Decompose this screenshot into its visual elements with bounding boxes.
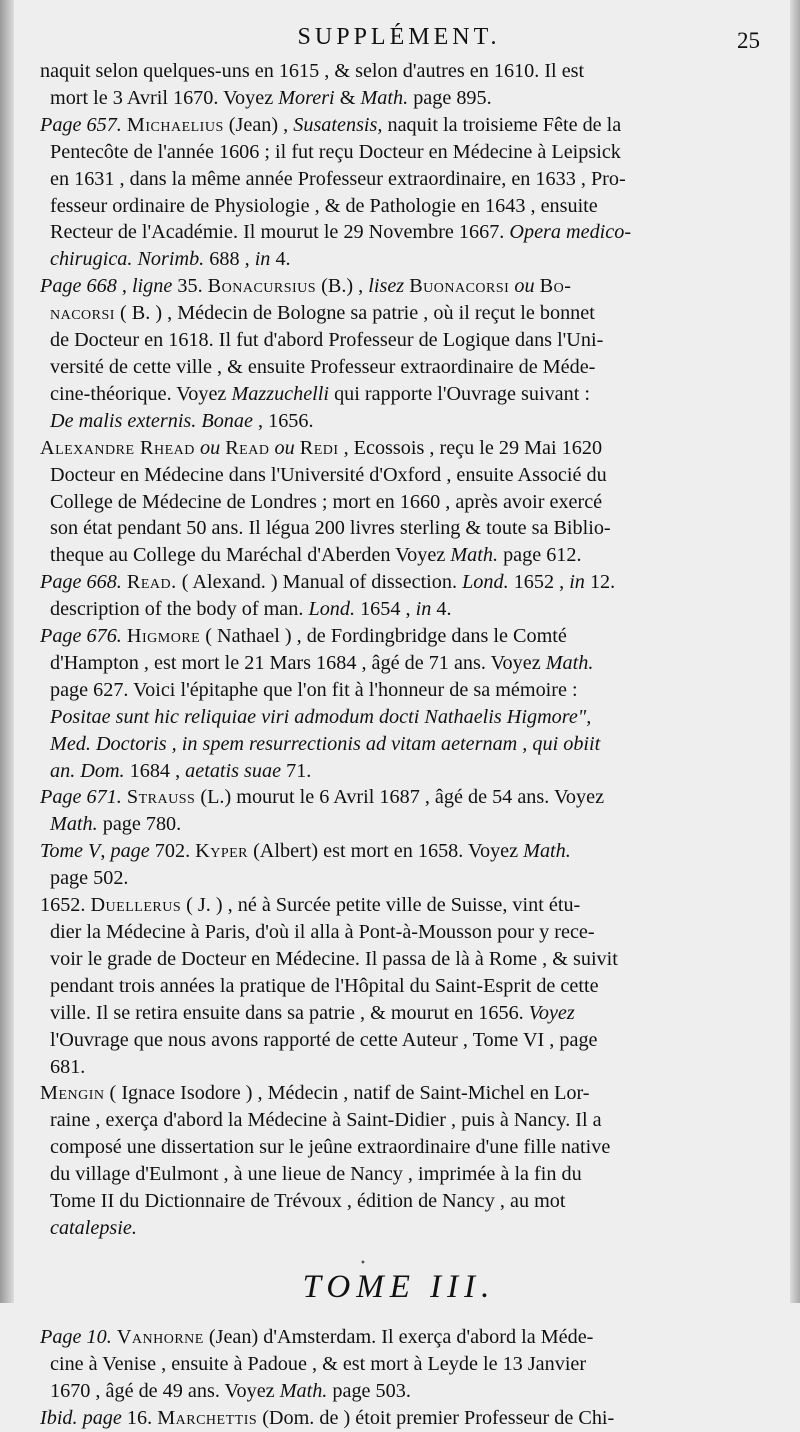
text-run: l'Ouvrage que nous avons rapporté de cette Auteur , Tome VI , page xyxy=(50,1028,598,1051)
text-run: 1670 , âgé de 49 ans. Voyez xyxy=(50,1379,280,1402)
text-run: College de Médecine de Londres ; mort en 1660 , après avoir exercé xyxy=(50,490,603,513)
text-run: page 612. xyxy=(498,544,582,567)
text-line xyxy=(38,166,760,193)
text-run: Read. xyxy=(126,571,177,594)
text-run: Alexandre Rhead xyxy=(40,436,195,459)
text-run: Math. xyxy=(50,813,98,836)
text-run: Math. xyxy=(545,651,594,674)
text-run: Kyper xyxy=(195,840,249,863)
text-run: ou xyxy=(514,275,535,298)
text-run: Read xyxy=(225,436,270,459)
entry-bonacursius xyxy=(38,273,760,434)
text-line xyxy=(38,1054,760,1081)
text-run: page 780. xyxy=(97,813,182,836)
running-head xyxy=(38,26,760,58)
text-run: page 627. Voici l'épitaphe que l'on fit à l'honneur de sa mémoire : xyxy=(50,678,578,701)
text-run: Page 668 xyxy=(40,275,117,298)
text-run: page 895. xyxy=(408,86,492,109)
text-run: ( B. ) , Médecin de Bologne sa patrie , où il reçut le bonnet xyxy=(114,302,595,325)
text-run: Moreri xyxy=(278,86,335,109)
text-line xyxy=(38,704,760,731)
text-run: ou xyxy=(199,436,221,459)
text-run: Voyez xyxy=(528,1001,575,1024)
text-run: en 1631 , dans la même année Professeur extraordinaire, en 1633 , Pro- xyxy=(50,167,626,190)
text-line xyxy=(38,219,760,246)
text-line xyxy=(38,892,760,919)
text-run: mort le 3 Avril 1670. Voyez xyxy=(50,86,279,109)
entry-duellerus xyxy=(38,892,760,1080)
text-run: versité de cette ville , & ensuite Professeur extraordinaire de Méde- xyxy=(50,355,596,378)
text-run: Med. Doctoris , in spem resurrectionis ad vitam aeternam , qui obiit xyxy=(50,732,601,755)
text-run: Lond. xyxy=(308,598,356,621)
text-run: ville. Il se retira ensuite dans sa patrie , & mourut en 1656. xyxy=(50,1001,529,1024)
text-run: son état pendant 50 ans. Il légua 200 livres sterling & toute sa Biblio- xyxy=(50,517,611,540)
text-run: theque au College du Maréchal d'Aberden Voyez xyxy=(50,544,451,567)
text-run: De malis externis. Bonae xyxy=(50,409,253,432)
text-run: naquit selon quelques-uns en 1615 , & selon d'autres en 1610. Il est xyxy=(40,60,585,82)
text-run: 688 , xyxy=(204,248,255,271)
text-run: page 502. xyxy=(50,867,129,890)
text-line xyxy=(38,381,760,408)
text-run: dier la Médecine à Paris, d'où il alla à Pont-à-Mousson pour y rece- xyxy=(50,921,595,943)
text-run: nacorsi xyxy=(50,302,115,325)
text-run: ou xyxy=(274,436,295,459)
entry-read xyxy=(38,569,760,623)
text-run: , 1656. xyxy=(252,409,314,432)
text-run: (B.) , xyxy=(316,275,369,298)
text-run: , xyxy=(100,840,111,863)
text-run: ( Ignace Isodore ) , Médecin , natif de Saint-Michel en Lor- xyxy=(104,1082,590,1105)
text-line xyxy=(38,462,760,489)
text-run: (L.) mourut le 6 Avril 1687 , âgé de 54 ans. Voyez xyxy=(195,786,605,809)
entry-rhead xyxy=(38,435,760,570)
text-run: naquit la troisieme Fête de la xyxy=(382,113,622,136)
section-heading: TOME III. xyxy=(302,1268,496,1305)
text-line xyxy=(38,1107,760,1134)
text-run: Vanhorne xyxy=(116,1325,204,1348)
text-run: composé une dissertation sur le jeûne extraordinaire d'une fille native xyxy=(50,1136,611,1159)
text-line xyxy=(38,1324,760,1351)
text-run: 4. xyxy=(431,598,452,621)
text-line xyxy=(38,838,760,865)
text-run: Mazzuchelli xyxy=(231,382,330,405)
text-run: (Dom. de ) étoit premier Professeur de Chi- xyxy=(257,1406,615,1429)
text-line xyxy=(38,408,760,435)
text-run: 1652. xyxy=(40,894,91,917)
text-run: Tome II du Dictionnaire de Trévoux , édition de Nancy , au mot xyxy=(50,1190,566,1213)
text-run: Ibid. page xyxy=(40,1406,122,1429)
text-line xyxy=(38,246,760,273)
text-line xyxy=(38,650,760,677)
text-line xyxy=(38,1188,760,1215)
text-run: Tome V xyxy=(40,840,101,863)
text-line xyxy=(38,677,760,704)
text-run: 1684 , xyxy=(124,759,186,782)
text-run: cine-théorique. Voyez xyxy=(50,382,232,405)
entry-higmore xyxy=(38,623,760,784)
text-run: ( J. ) , né à Surcée petite ville de Suisse, vint étu- xyxy=(181,894,581,917)
book-page xyxy=(38,24,760,1429)
text-run: 4. xyxy=(270,248,291,271)
text-line xyxy=(38,758,760,785)
text-line xyxy=(38,354,760,381)
text-run: aetatis suae xyxy=(185,759,282,782)
text-run: de Docteur en 1618. Il fut d'abord Professeur de Logique dans l'Uni- xyxy=(50,329,604,352)
text-line xyxy=(38,58,760,85)
text-run: Positae sunt hic reliquiae viri admodum docti Nathaelis Higmore", xyxy=(50,705,592,728)
text-line xyxy=(38,1351,760,1378)
text-run: Recteur de l'Académie. Il mourut le 29 Novembre 1667. xyxy=(50,221,510,244)
text-run: 12. xyxy=(584,571,616,594)
text-run: in xyxy=(254,248,271,271)
text-run: Duellerus xyxy=(90,894,182,917)
text-run: Lond. xyxy=(462,571,509,594)
text-run: du village d'Eulmont , à une lieue de Nancy , imprimée à la fin du xyxy=(50,1163,582,1186)
page-ornament: • xyxy=(360,1258,366,1269)
text-run: qui rapporte l'Ouvrage suivant : xyxy=(329,382,590,405)
text-run: 16. xyxy=(121,1406,158,1429)
text-run: Math. xyxy=(360,86,409,109)
text-run: Marchettis xyxy=(157,1406,258,1429)
text-run: Mengin xyxy=(40,1082,105,1105)
text-run: Opera medico- xyxy=(509,221,632,244)
text-run: Higmore xyxy=(126,625,201,648)
text-line xyxy=(38,435,760,462)
text-line xyxy=(38,569,760,596)
text-run: ( Nathael ) , de Fordingbridge dans le Comté xyxy=(200,625,567,648)
text-run: an. Dom. xyxy=(50,759,125,782)
text-run: voir le grade de Docteur en Médecine. Il passa de là à Rome , & suivit xyxy=(50,947,618,970)
text-line xyxy=(38,1161,760,1188)
text-run: & xyxy=(334,86,361,109)
text-line xyxy=(38,193,760,220)
text-line xyxy=(38,542,760,569)
text-run: fesseur ordinaire de Physiologie , & de Pathologie en 1643 , ensuite xyxy=(50,194,598,217)
text-run: description of the body of man. xyxy=(50,598,309,621)
text-line xyxy=(38,811,760,838)
text-run: 681. xyxy=(50,1055,86,1078)
entry-mengin xyxy=(38,1080,760,1241)
text-run: Math. xyxy=(279,1379,328,1402)
text-line xyxy=(38,489,760,516)
text-run: catalepsie. xyxy=(50,1216,137,1239)
text-line xyxy=(38,596,760,623)
entry-vanhorne xyxy=(38,1324,760,1405)
text-run: Buonacorsi xyxy=(409,275,510,298)
page-number: 25 xyxy=(737,28,760,53)
entry-kyper xyxy=(38,838,760,892)
text-run: raine , exerça d'abord la Médecine à Saint-Didier , puis à Nancy. Il a xyxy=(50,1109,602,1132)
text-run: cine à Venise , ensuite à Padoue , & est mort à Leyde le 13 Janvier xyxy=(50,1352,587,1375)
text-run: ligne xyxy=(131,275,173,298)
text-run: Susatensis, xyxy=(293,113,383,136)
text-run: (Jean) d'Amsterdam. Il exerça d'abord la Méde- xyxy=(203,1325,594,1348)
text-line xyxy=(38,1027,760,1054)
text-line xyxy=(38,300,760,327)
text-run: Bo- xyxy=(539,275,572,298)
text-run: 35. xyxy=(172,275,208,298)
text-run: Page 676. xyxy=(40,625,122,648)
text-run: d'Hampton , est mort le 21 Mars 1684 , âgé de 71 ans. Voyez xyxy=(50,651,546,674)
section-entry-list xyxy=(38,1324,760,1432)
text-run: Redi xyxy=(299,436,339,459)
text-run: , xyxy=(116,275,132,298)
text-line xyxy=(38,1134,760,1161)
text-run: Bonacursius xyxy=(207,275,317,298)
text-line xyxy=(38,623,760,650)
text-run: page xyxy=(110,840,150,863)
text-line xyxy=(38,112,760,139)
text-line xyxy=(38,139,760,166)
text-run: Page 671. xyxy=(40,786,122,809)
running-title: SUPPLÉMENT. xyxy=(297,24,501,50)
text-run: Page 657. xyxy=(40,113,122,136)
text-run: , Ecossois , reçu le 29 Mai 1620 xyxy=(338,436,603,459)
text-run: (Albert) est mort en 1658. Voyez xyxy=(248,840,524,863)
text-line xyxy=(38,515,760,542)
text-run: Page 10. xyxy=(40,1325,112,1348)
text-run: in xyxy=(415,598,432,621)
text-run: pendant trois années la pratique de l'Hôpital du Saint-Esprit de cette xyxy=(50,974,599,997)
text-line xyxy=(38,1000,760,1027)
text-run: Page 668. xyxy=(40,571,122,594)
text-line xyxy=(38,1378,760,1405)
text-line xyxy=(38,865,760,892)
text-run: (Jean) , xyxy=(223,113,294,136)
text-line xyxy=(38,85,760,112)
text-run: Strauss xyxy=(126,786,196,809)
text-line xyxy=(38,946,760,973)
text-run: Math. xyxy=(523,840,571,863)
text-run: 1654 , xyxy=(355,598,416,621)
text-run: Docteur en Médecine dans l'Université d'Oxford , ensuite Associé du xyxy=(50,463,607,486)
text-run: page 503. xyxy=(327,1379,411,1402)
text-run: 702. xyxy=(149,840,196,863)
text-line xyxy=(38,327,760,354)
text-line xyxy=(38,731,760,758)
text-run: Pentecôte de l'année 1606 ; il fut reçu Docteur en Médecine à Leipsick xyxy=(50,140,621,163)
scan-right-edge xyxy=(790,0,800,1303)
entry-naquit xyxy=(38,58,760,112)
text-line xyxy=(38,919,760,946)
text-run: 1652 , xyxy=(508,571,570,594)
text-run: chirugica. Norimb. xyxy=(50,248,205,271)
scan-left-edge xyxy=(0,0,14,1303)
entry-list xyxy=(38,58,760,1242)
entry-strauss xyxy=(38,784,760,838)
text-line xyxy=(38,273,760,300)
text-run: Michaelius xyxy=(126,113,224,136)
text-run: lisez xyxy=(368,275,405,298)
entry-michaelius xyxy=(38,112,760,273)
text-line xyxy=(38,784,760,811)
text-line xyxy=(38,1080,760,1107)
text-run: in xyxy=(569,571,585,594)
text-line xyxy=(38,1405,760,1432)
text-run: 71. xyxy=(281,759,312,782)
entry-marchettis xyxy=(38,1405,760,1432)
text-line xyxy=(38,1215,760,1242)
text-run: Math. xyxy=(450,544,499,567)
text-line xyxy=(38,973,760,1000)
text-run: ( Alexand. ) Manual of dissection. xyxy=(176,571,463,594)
